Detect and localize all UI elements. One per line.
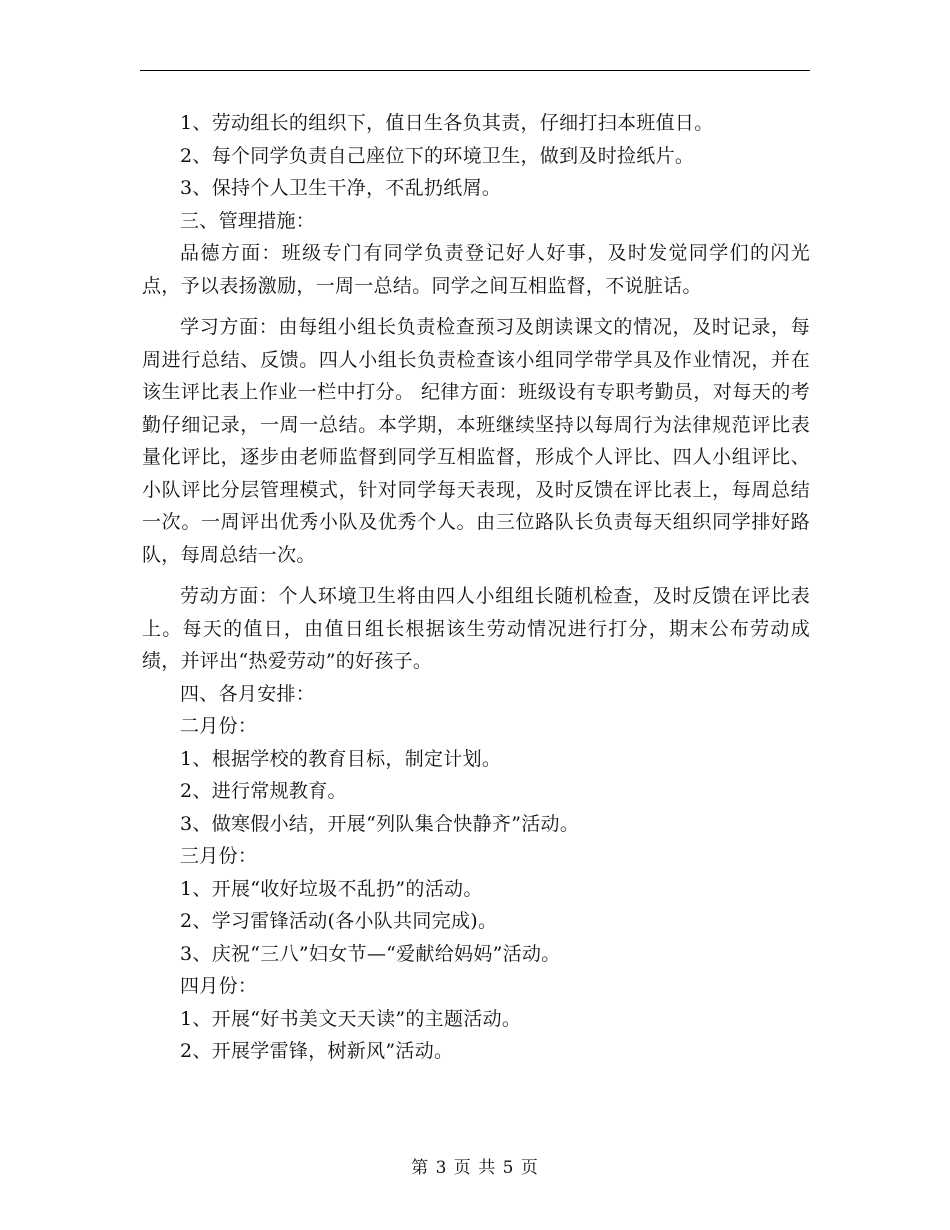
section-heading: 三、管理措施： [180, 209, 316, 232]
paragraph: 劳动方面：个人环境卫生将由四人小组组长随机检查，及时反馈在评比表上。每天的值日，由值日组长根据该生劳动情况进行打分，期末公布劳动成绩，并评出“热爱劳动”的好孩子。 [142, 585, 810, 672]
list-item: 1、根据学校的教育目标，制定计划。 [180, 747, 502, 770]
month-heading: 四月份： [180, 975, 258, 997]
paragraph: 学习方面：由每组小组长负责检查预习及朗读课文的情况，及时记录，每周进行总结、反馈。四人小组长负责检查该小组同学带学具及作业情况，并在该生评比表上作业一栏中打分。 纪律方面：班级设有专职考勤员，对每天的考勤仔细记录，一周一总结。本学期，本班继续坚持以每周行为法律规范评比表量化评比，逐步由老师监督到同学互相监督，形成个人评比、四人小组评比、小队评比分层管理模式，针对同学每天表现，及时反馈在评比表上，每周总结一次。一周评出优秀小队及优秀个人。由三位路队长负责每天组织同学排好路队，每周总结一次。 [142, 316, 810, 566]
document-body [142, 107, 810, 1068]
paragraph: 3、保持个人卫生干净，不乱扔纸屑。 [180, 177, 502, 199]
list-item: 1、开展“好书美文天天读”的主题活动。 [180, 1007, 522, 1030]
month-heading: 二月份： [180, 715, 258, 737]
list-item: 3、庆祝“三八”妇女节—“爱献给妈妈”活动。 [180, 942, 561, 965]
header-divider [140, 70, 810, 71]
paragraph: 品德方面：班级专门有同学负责登记好人好事，及时发觉同学们的闪光点，予以表扬激励，一周一总结。同学之间互相监督，不说脏话。 [142, 242, 810, 297]
list-item: 2、开展学雷锋，树新风”活动。 [180, 1040, 454, 1062]
page-footer: 第 3 页 共 5 页 [411, 1158, 539, 1178]
paragraph: 1、劳动组长的组织下，值日生各负其责，仔细打扫本班值日。 [180, 112, 714, 134]
month-heading: 三月份： [180, 845, 258, 867]
list-item: 2、学习雷锋活动(各小队共同完成)。 [180, 910, 498, 932]
list-item: 1、开展“收好垃圾不乱扔”的活动。 [180, 877, 483, 900]
paragraph: 2、每个同学负责自己座位下的环境卫生，做到及时捡纸片。 [180, 144, 695, 167]
list-item: 2、进行常规教育。 [180, 780, 347, 802]
section-heading: 四、各月安排： [180, 682, 316, 705]
list-item: 3、做寒假小结，开展“列队集合快静齐”活动。 [180, 812, 580, 835]
